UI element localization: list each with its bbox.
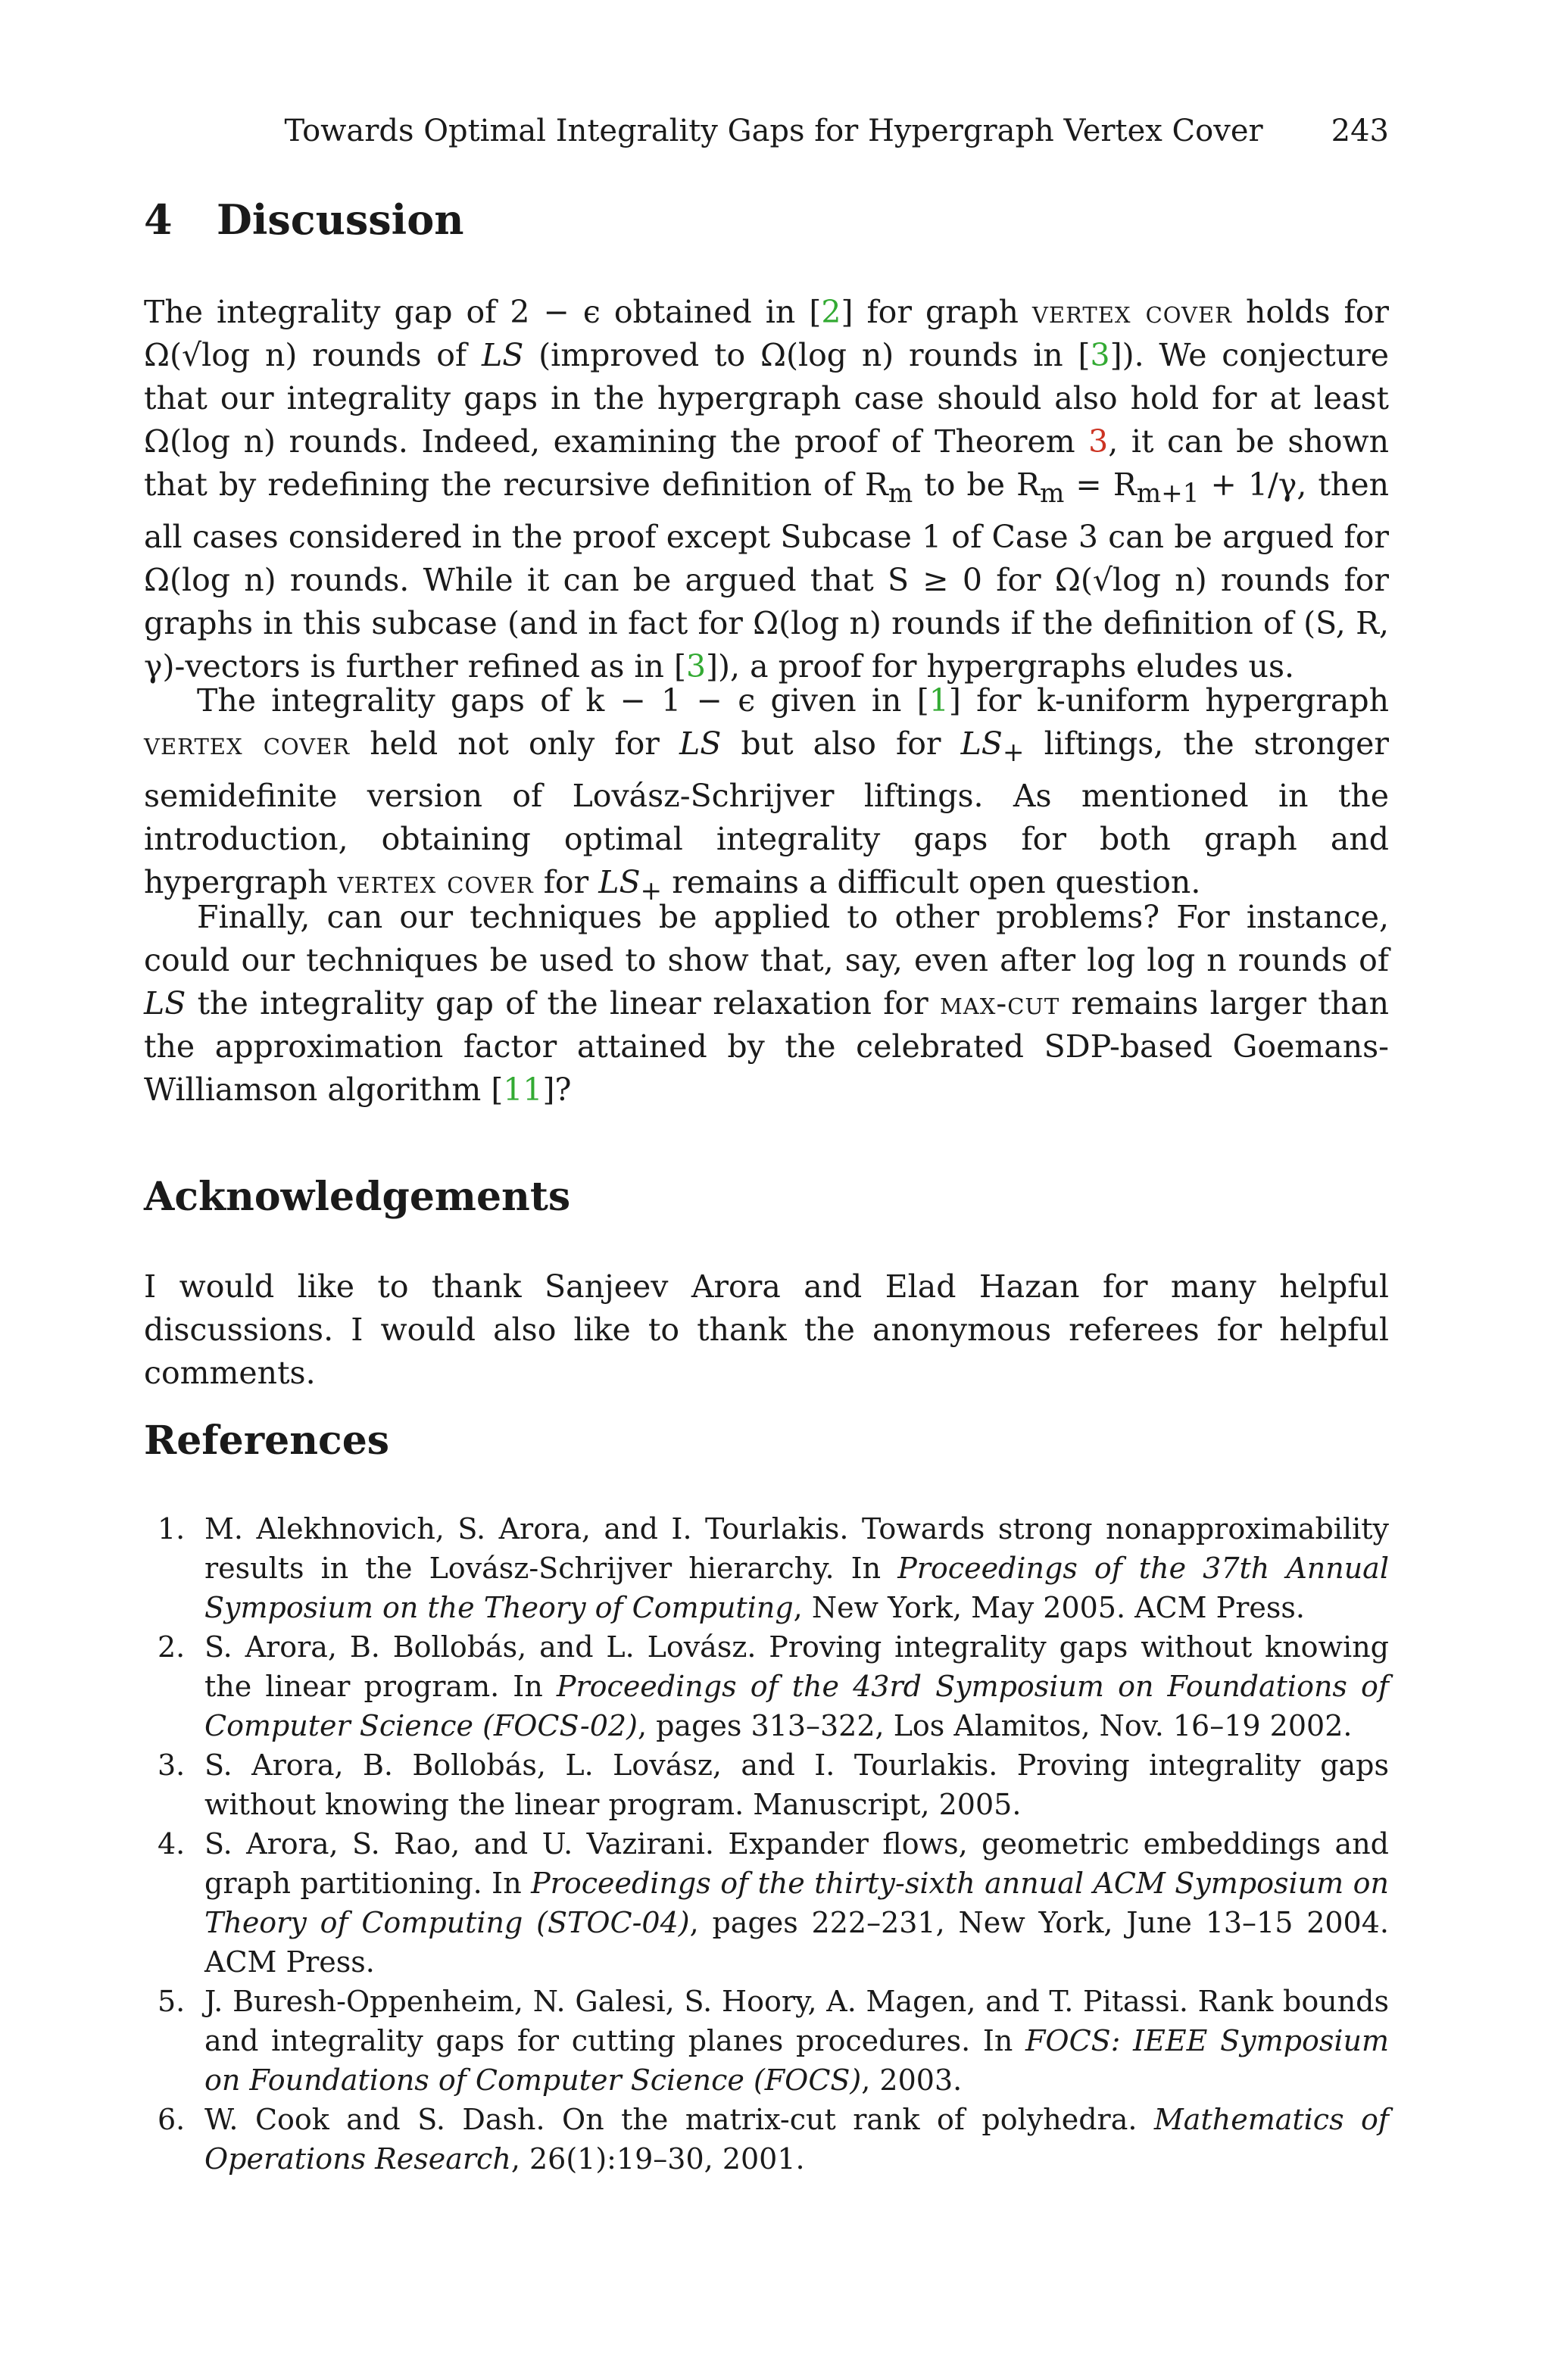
section-heading [144, 195, 463, 244]
reference-text: , New York, May 2005. ACM Press. [793, 1591, 1305, 1624]
text: ]? [542, 1071, 572, 1108]
reference-item [144, 1745, 1389, 1824]
text: for [533, 864, 599, 901]
problem-name: vertex cover [337, 864, 534, 901]
text: to be R [913, 466, 1040, 503]
reference-venue: Proceedings of the thirty-sixth annual ACM Symposium on Theory of Computing (STOC-04) [204, 1867, 1389, 1939]
reference-list [144, 1509, 1389, 2179]
reference-number: 2. [158, 1630, 186, 1664]
reference-text: , pages 313–322, Los Alamitos, Nov. 16–19 2002. [637, 1709, 1353, 1742]
discussion-paragraph-2 [144, 679, 1389, 913]
reference-number: 6. [158, 2103, 186, 2136]
reference-item [144, 1627, 1389, 1745]
acknowledgements-heading: Acknowledgements [144, 1174, 571, 1220]
text: ]). We conjecture that our integrality gaps in the hypergraph case should also hold for at least Ω(log n) rounds. Indeed, examining the proof of Theorem [144, 337, 1390, 460]
reference-text: W. Cook and S. Dash. On the matrix-cut rank of polyhedra. [204, 2103, 1154, 2136]
text: ] for k-uniform hypergraph [948, 682, 1389, 719]
text: Finally, can our techniques be applied to other problems? For instance, could our techniques be used to show that, say, even after log log n rounds of [144, 899, 1389, 978]
reference-item [144, 1509, 1389, 1627]
reference-item [144, 1982, 1389, 2100]
text: but also for [721, 725, 961, 762]
running-head [285, 114, 1390, 148]
references-heading: References [144, 1418, 390, 1464]
math: LS [679, 725, 722, 762]
text: + 1/γ, then all cases considered in the proof except Subcase 1 of Case 3 can be argued for Ω(log n) rounds. While it can be argued that S ≥ 0 for Ω(√log n) rounds for graphs in this subcase (and in fact for Ω(log n) rounds if the definition of (S, R, γ)-vectors is further refined as in [ [144, 466, 1389, 685]
theorem-link[interactable]: 3 [1088, 423, 1109, 460]
problem-name: max-cut [940, 985, 1060, 1022]
math: LS [598, 864, 641, 901]
text: = R [1064, 466, 1137, 503]
reference-number: 1. [158, 1512, 186, 1546]
reference-number: 3. [158, 1748, 186, 1782]
text: remains a difficult open question. [662, 864, 1201, 901]
text: remains larger than the approximation factor attained by the celebrated SDP-based Goemans-Williamson algorithm [ [144, 985, 1389, 1108]
text: (improved to Ω(log n) rounds in [ [523, 337, 1091, 373]
reference-number: 4. [158, 1827, 186, 1861]
reference-venue: FOCS: IEEE Symposium on Foundations of Computer Science (FOCS) [204, 2024, 1390, 2097]
reference-text: S. Arora, S. Rao, and U. Vazirani. Expander flows, geometric embeddings and graph partitioning. In [204, 1827, 1389, 1900]
text: liftings, the stronger semidefinite version of Lovász-Schrijver liftings. As mentioned in the introduction, obtaining optimal integrality gaps for both graph and hypergraph [144, 725, 1389, 901]
math: LS [144, 985, 186, 1022]
text: ] for graph [841, 294, 1032, 330]
text: held not only for [350, 725, 679, 762]
reference-text: S. Arora, B. Bollobás, and L. Lovász. Proving integrality gaps without knowing the linear program. In [204, 1630, 1389, 1703]
problem-name: vertex cover [144, 725, 351, 762]
reference-item [144, 2100, 1389, 2179]
section-number: 4 [144, 195, 173, 244]
reference-venue: Proceedings of the 43rd Symposium on Foundations of Computer Science (FOCS-02) [204, 1670, 1389, 1742]
subscript: + [640, 876, 663, 907]
page-number: 243 [1331, 114, 1389, 148]
text: ]), a proof for hypergraphs eludes us. [706, 648, 1295, 685]
subscript: m [888, 479, 913, 510]
citation-link[interactable]: 1 [928, 682, 949, 719]
subscript: m [1039, 479, 1065, 510]
reference-text: M. Alekhnovich, S. Arora, and I. Tourlakis. Towards strong nonapproximability results in the Lovász-Schrijver hierarchy. In [204, 1512, 1389, 1585]
text: , it can be shown that by redefining the recursive definition of R [144, 423, 1389, 503]
math: LS [960, 725, 1003, 762]
math: LS [481, 337, 524, 373]
subscript: + [1002, 738, 1025, 769]
reference-venue: Mathematics of Operations Research [204, 2103, 1389, 2176]
reference-item [144, 1824, 1389, 1982]
reference-text: S. Arora, B. Bollobás, L. Lovász, and I. Tourlakis. Proving integrality gaps without knowing the linear program. Manuscript, 2005. [204, 1748, 1389, 1821]
citation-link[interactable]: 2 [821, 294, 841, 330]
text: holds for Ω(√log n) rounds of [144, 294, 1390, 373]
discussion-paragraph-1 [144, 291, 1389, 688]
reference-text: , 2003. [861, 2063, 963, 2097]
reference-text: , 26(1):19–30, 2001. [510, 2142, 805, 2176]
reference-text: , pages 222–231, New York, June 13–15 2004. ACM Press. [204, 1906, 1389, 1979]
subscript: m+1 [1136, 479, 1200, 510]
reference-venue: Proceedings of the 37th Annual Symposium on the Theory of Computing [204, 1552, 1389, 1624]
citation-link[interactable]: 11 [503, 1071, 543, 1108]
text: The integrality gaps of k − 1 − ϵ given in [ [197, 682, 929, 719]
discussion-paragraph-3 [144, 896, 1389, 1112]
citation-link[interactable]: 3 [1090, 337, 1110, 373]
acknowledgements-text: I would like to thank Sanjeev Arora and Elad Hazan for many helpful discussions. I would also like to thank the anonymous referees for helpful comments. [144, 1268, 1389, 1391]
text: The integrality gap of 2 − ϵ obtained in [ [144, 294, 822, 330]
reference-text: J. Buresh-Oppenheim, N. Galesi, S. Hoory, A. Magen, and T. Pitassi. Rank bounds and integrality gaps for cutting planes procedures. In [204, 1985, 1389, 2057]
running-title: Towards Optimal Integrality Gaps for Hypergraph Vertex Cover [284, 114, 1263, 148]
section-title: Discussion [217, 195, 464, 244]
text: the integrality gap of the linear relaxation for [186, 985, 941, 1022]
citation-link[interactable]: 3 [685, 648, 707, 685]
reference-number: 5. [158, 1985, 186, 2018]
problem-name: vertex cover [1031, 294, 1232, 330]
